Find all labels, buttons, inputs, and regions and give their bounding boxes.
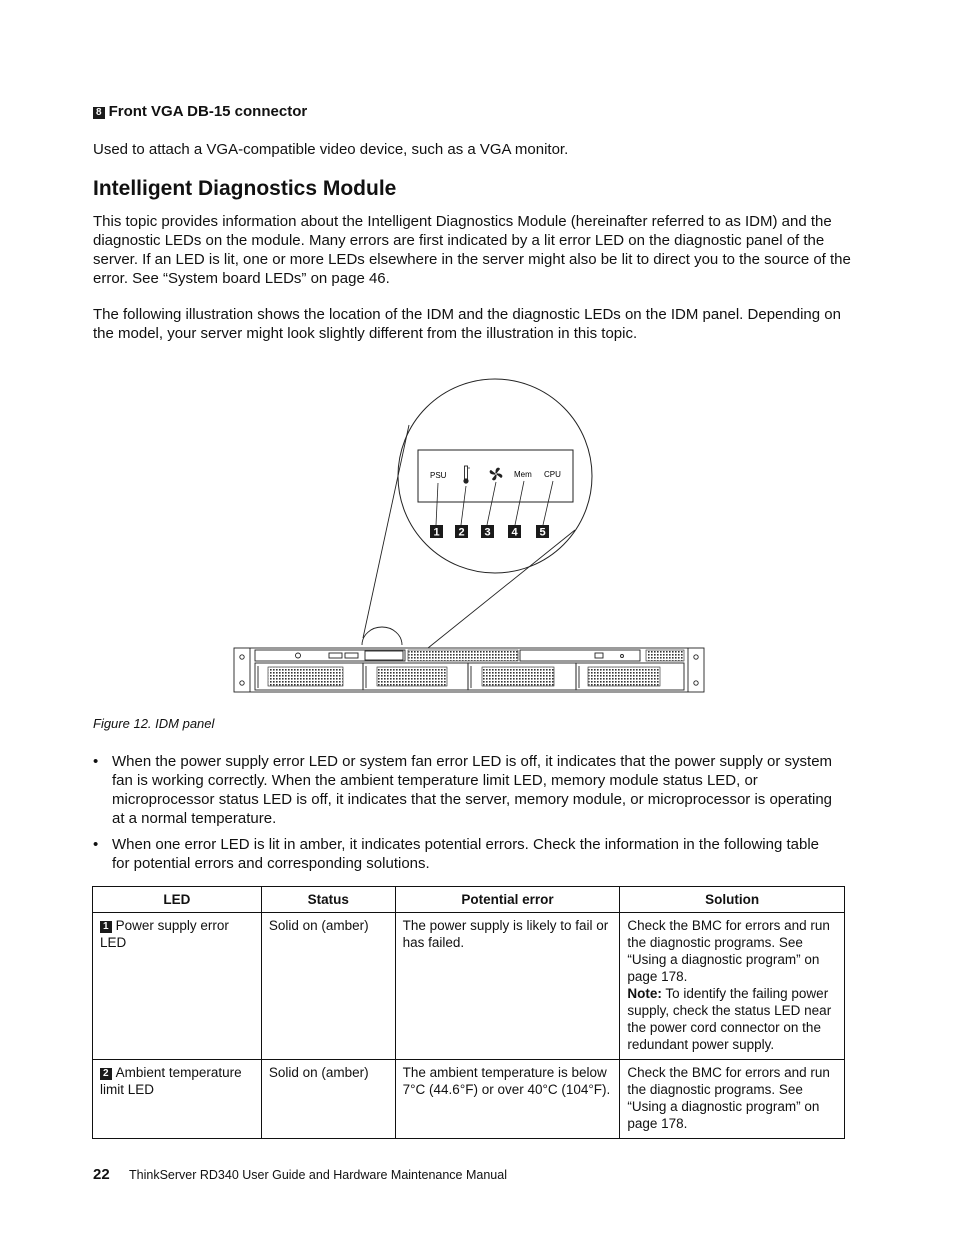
led-table	[92, 886, 845, 1139]
solution-cell	[620, 913, 845, 1060]
leader-line	[428, 530, 575, 648]
page-number: 22	[93, 1166, 110, 1183]
server-highlight-circle	[362, 627, 402, 645]
table-row	[93, 913, 845, 1060]
callout-badge: 8	[93, 107, 105, 119]
note-text: To identify the failing power supply, check the status LED near the power cord connector on the redundant power supply.	[627, 986, 832, 1052]
error-cell: The ambient temperature is below 7°C (44.6°F) or over 40°C (104°F).	[395, 1060, 620, 1139]
bullet-list	[93, 752, 838, 880]
led-label-psu: PSU	[430, 471, 447, 480]
figure-callout-1: 1	[433, 526, 440, 539]
figure-callout-3: 3	[484, 526, 491, 539]
led-label-cpu: CPU	[544, 470, 561, 479]
led-cell	[93, 1060, 262, 1139]
table-row	[93, 1060, 845, 1139]
table-header-row	[93, 887, 845, 913]
note-label: Note:	[627, 986, 662, 1001]
solution-text: Check the BMC for errors and run the diagnostic programs. See “Using a diagnostic program” on page 178.	[627, 918, 830, 984]
column-header: Solution	[620, 887, 845, 913]
leader-line	[363, 425, 409, 638]
callout-badge: 2	[100, 1068, 112, 1080]
footer-title: ThinkServer RD340 User Guide and Hardware Maintenance Manual	[129, 1168, 507, 1182]
bullet-item: • When one error LED is lit in amber, it indicates potential errors. Check the information in the following table for potential errors and corresponding solutions.	[93, 835, 838, 873]
callout-badge: 1	[100, 921, 112, 933]
status-cell: Solid on (amber)	[261, 1060, 395, 1139]
column-header: LED	[93, 887, 262, 913]
page-title: Intelligent Diagnostics Module	[93, 177, 397, 200]
led-cell	[93, 913, 262, 1060]
figure-callout-5: 5	[539, 526, 546, 539]
column-header: Potential error	[395, 887, 620, 913]
column-header: Status	[261, 887, 395, 913]
intro-paragraph: This topic provides information about the Intelligent Diagnostics Module (hereinafter referred to as IDM) and the diagnostic LEDs on the module. Many errors are first indicated by a lit error LED on the diagnostic panel of the server. If an LED is lit, one or more LEDs elsewhere in the server might also be lit to direct you to the source of the error. See “System board LEDs” on page 46.	[93, 213, 851, 287]
figure-callout-4: 4	[511, 526, 518, 539]
led-name: Ambient temperature limit LED	[100, 1065, 242, 1097]
figure-caption: Figure 12. IDM panel	[93, 716, 215, 731]
illustration-paragraph: The following illustration shows the location of the IDM and the diagnostic LEDs on the IDM panel. Depending on the model, your server might look slightly different from the illustration in this topic.	[93, 306, 841, 342]
status-cell: Solid on (amber)	[261, 913, 395, 1060]
bullet-item: • When the power supply error LED or system fan error LED is off, it indicates that the power supply or system fan is working correctly. When the ambient temperature limit LED, memory module status LED, or microprocessor status LED is off, it indicates that the server, memory module, or microprocessor is operating at a normal temperature.	[93, 752, 838, 828]
section-heading-text: Front VGA DB-15 connector	[108, 103, 308, 120]
led-name: Power supply error LED	[100, 918, 229, 950]
vga-description: Used to attach a VGA-compatible video device, such as a VGA monitor.	[93, 141, 569, 158]
error-cell: The power supply is likely to fail or has failed.	[395, 913, 620, 1060]
solution-cell: Check the BMC for errors and run the diagnostic programs. See “Using a diagnostic program” on page 178.	[620, 1060, 845, 1139]
server-grilles	[269, 651, 684, 686]
led-label-mem: Mem	[514, 470, 532, 479]
figure-callout-2: 2	[458, 526, 465, 539]
